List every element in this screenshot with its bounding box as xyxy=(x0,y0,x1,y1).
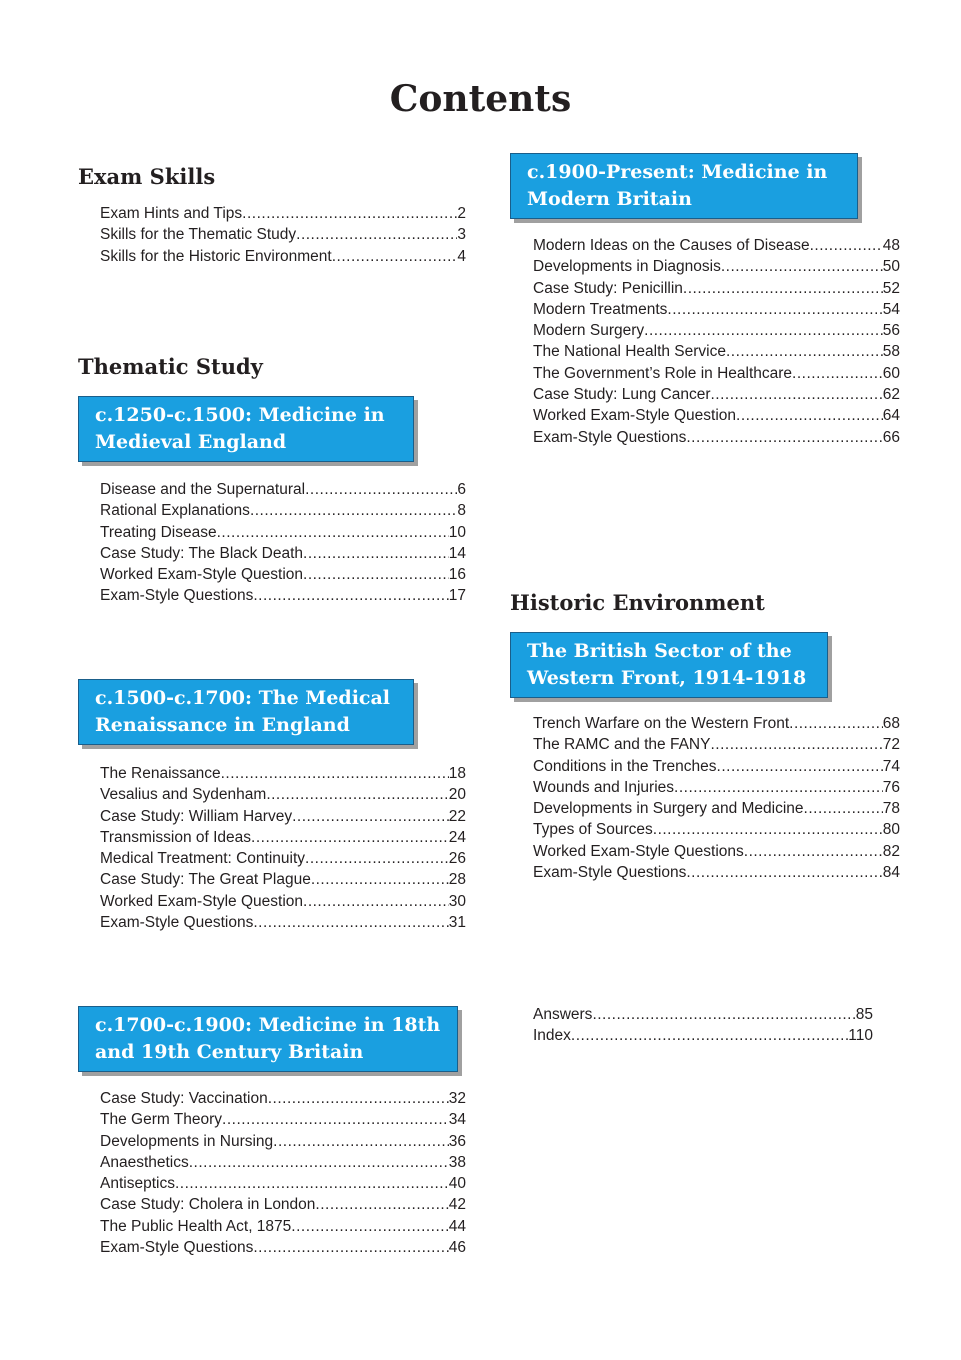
toc-entry-page: 3 xyxy=(457,226,466,244)
toc-entry-label: Developments in Surgery and Medicine xyxy=(533,800,804,818)
toc-entry-label: Worked Exam-Style Question xyxy=(100,892,304,910)
toc-entry-label: Worked Exam-Style Question xyxy=(100,566,304,584)
toc-entry[interactable] xyxy=(100,585,466,606)
toc-entry-page: 8 xyxy=(457,502,466,520)
medieval-list xyxy=(100,479,466,607)
section-box-western-front: The British Sector of the Western Front, 1914-1918 xyxy=(510,632,828,698)
dot-leader xyxy=(686,427,882,448)
toc-entry-label: Vesalius and Sydenham xyxy=(100,786,267,804)
toc-entry-label: Case Study: The Black Death xyxy=(100,544,304,562)
toc-entry-label: Case Study: Cholera in London xyxy=(100,1196,316,1214)
toc-entry[interactable] xyxy=(533,713,900,734)
toc-entry[interactable] xyxy=(533,278,900,299)
dot-leader xyxy=(217,522,449,543)
toc-entry-label: Exam-Style Questions xyxy=(533,864,687,882)
toc-entry[interactable] xyxy=(100,1216,466,1237)
dot-leader xyxy=(744,841,883,862)
toc-entry-label: The RAMC and the FANY xyxy=(533,736,711,754)
toc-entry-label: Developments in Diagnosis xyxy=(533,258,721,276)
dot-leader xyxy=(253,912,448,933)
toc-entry[interactable] xyxy=(100,891,466,912)
toc-entry[interactable] xyxy=(533,756,900,777)
toc-entry-label: Disease and the Supernatural xyxy=(100,481,306,498)
dot-leader xyxy=(253,1237,448,1258)
toc-entry[interactable] xyxy=(100,1173,466,1194)
toc-entry[interactable] xyxy=(100,848,466,869)
toc-entry[interactable] xyxy=(100,1131,466,1152)
toc-entry-page: 31 xyxy=(448,914,466,932)
toc-entry-page: 58 xyxy=(882,343,900,361)
toc-entry-label: Case Study: William Harvey xyxy=(100,807,293,825)
toc-entry-page: 48 xyxy=(882,237,900,254)
dot-leader xyxy=(332,246,458,267)
toc-entry[interactable] xyxy=(100,479,466,500)
toc-entry-page: 62 xyxy=(882,386,900,404)
dot-leader xyxy=(683,278,883,299)
toc-entry-label: The Germ Theory xyxy=(100,1111,223,1129)
toc-entry[interactable] xyxy=(533,384,900,405)
toc-entry-page: 18 xyxy=(448,765,466,782)
toc-entry-label: Modern Surgery xyxy=(533,322,645,340)
toc-entry[interactable] xyxy=(533,819,900,840)
toc-entry-page: 56 xyxy=(882,322,900,340)
dot-leader xyxy=(686,862,882,883)
toc-entry-label: Case Study: Vaccination xyxy=(100,1090,268,1107)
toc-entry[interactable] xyxy=(100,763,466,784)
toc-entry-label: The Government’s Role in Healthcare xyxy=(533,364,793,382)
section-heading-thematic-study: Thematic Study xyxy=(78,354,263,379)
toc-entry[interactable] xyxy=(533,1004,873,1025)
toc-entry-label: Modern Ideas on the Causes of Disease xyxy=(533,237,810,254)
toc-entry-page: 34 xyxy=(448,1111,466,1129)
toc-entry-label: Conditions in the Trenches xyxy=(533,757,717,775)
toc-entry[interactable] xyxy=(533,841,900,862)
toc-entry-label: The Public Health Act, 1875 xyxy=(100,1217,292,1235)
toc-entry[interactable] xyxy=(533,862,900,883)
dot-leader xyxy=(792,363,883,384)
dot-leader xyxy=(292,806,449,827)
toc-entry-page: 50 xyxy=(882,258,900,276)
toc-entry-page: 80 xyxy=(882,821,900,839)
toc-entry[interactable] xyxy=(100,806,466,827)
toc-entry-label: Exam-Style Questions xyxy=(100,1239,254,1257)
dot-leader xyxy=(710,734,882,755)
toc-entry-label: Exam Hints and Tips xyxy=(100,205,243,222)
toc-entry[interactable] xyxy=(100,827,466,848)
toc-entry-page: 16 xyxy=(448,566,466,584)
dot-leader xyxy=(804,798,883,819)
toc-entry-label: Worked Exam-Style Question xyxy=(533,407,737,425)
toc-entry-page: 42 xyxy=(448,1196,466,1214)
toc-entry-label: The National Health Service xyxy=(533,343,726,361)
toc-entry[interactable] xyxy=(100,1109,466,1130)
dot-leader xyxy=(291,1216,448,1237)
dot-leader xyxy=(305,479,457,500)
toc-entry[interactable] xyxy=(533,235,900,256)
toc-entry[interactable] xyxy=(100,1088,466,1109)
dot-leader xyxy=(653,819,883,840)
dot-leader xyxy=(189,1152,449,1173)
toc-entry-page: 30 xyxy=(448,892,466,910)
toc-entry[interactable] xyxy=(533,405,900,426)
section-box-c18: c.1700-c.1900: Medicine in 18th and 19th Century Britain xyxy=(78,1006,458,1072)
toc-entry-label: Trench Warfare on the Western Front xyxy=(533,715,790,732)
toc-entry[interactable] xyxy=(100,1194,466,1215)
dot-leader xyxy=(315,1194,448,1215)
dot-leader xyxy=(810,235,883,256)
dot-leader xyxy=(251,827,449,848)
dot-leader xyxy=(250,500,457,521)
toc-entry[interactable] xyxy=(100,203,466,224)
dot-leader xyxy=(721,256,883,277)
toc-entry-label: Case Study: The Great Plague xyxy=(100,871,311,889)
dot-leader xyxy=(644,320,883,341)
toc-entry-page: 32 xyxy=(448,1090,466,1107)
toc-entry-page: 38 xyxy=(448,1153,466,1171)
toc-entry-page: 66 xyxy=(882,428,900,446)
dot-leader xyxy=(789,713,883,734)
toc-entry-page: 78 xyxy=(882,800,900,818)
toc-entry-page: 40 xyxy=(448,1175,466,1193)
toc-entry-page: 46 xyxy=(448,1239,466,1257)
section-heading-exam-skills: Exam Skills xyxy=(78,164,216,189)
toc-entry[interactable] xyxy=(100,784,466,805)
dot-leader xyxy=(717,756,883,777)
dot-leader xyxy=(571,1025,848,1046)
toc-entry[interactable] xyxy=(533,427,900,448)
dot-leader xyxy=(296,224,457,245)
toc-entry-label: Anaesthetics xyxy=(100,1153,189,1171)
back-matter-list xyxy=(533,1004,873,1047)
toc-entry-page: 110 xyxy=(848,1027,873,1045)
toc-entry[interactable] xyxy=(100,246,466,267)
toc-entry[interactable] xyxy=(100,1237,466,1258)
toc-entry-label: Types of Sources xyxy=(533,821,653,839)
dot-leader xyxy=(592,1004,855,1025)
toc-entry-page: 28 xyxy=(448,871,466,889)
toc-entry[interactable] xyxy=(100,500,466,521)
toc-entry-page: 17 xyxy=(448,587,466,605)
dot-leader xyxy=(305,848,449,869)
toc-entry[interactable] xyxy=(100,543,466,564)
page-title: Contents xyxy=(389,78,572,120)
modern-list xyxy=(533,235,900,448)
toc-entry-page: 68 xyxy=(882,715,900,732)
dot-leader xyxy=(303,891,449,912)
toc-entry-page: 36 xyxy=(448,1132,466,1150)
toc-entry-label: Antiseptics xyxy=(100,1175,175,1193)
toc-entry-label: The Renaissance xyxy=(100,765,221,782)
toc-entry-page: 82 xyxy=(882,842,900,860)
dot-leader xyxy=(273,1131,449,1152)
dot-leader xyxy=(175,1173,449,1194)
toc-entry-page: 54 xyxy=(882,300,900,318)
section-box-modern: c.1900-Present: Medicine in Modern Britain xyxy=(510,153,858,219)
toc-entry-page: 6 xyxy=(457,481,466,498)
toc-entry-label: Wounds and Injuries xyxy=(533,778,675,796)
toc-entry-page: 72 xyxy=(882,736,900,754)
dot-leader xyxy=(311,869,449,890)
toc-entry[interactable] xyxy=(100,912,466,933)
toc-entry-label: Answers xyxy=(533,1006,593,1023)
dot-leader xyxy=(268,1088,449,1109)
toc-entry-page: 52 xyxy=(882,279,900,297)
toc-entry[interactable] xyxy=(100,1152,466,1173)
dot-leader xyxy=(242,203,457,224)
toc-entry[interactable] xyxy=(100,564,466,585)
toc-entry-page: 60 xyxy=(882,364,900,382)
toc-entry-page: 74 xyxy=(882,757,900,775)
dot-leader xyxy=(222,1109,449,1130)
toc-entry-page: 22 xyxy=(448,807,466,825)
section-box-renaissance: c.1500-c.1700: The Medical Renaissance in England xyxy=(78,679,414,745)
toc-entry-label: Medical Treatment: Continuity xyxy=(100,850,306,868)
toc-entry-label: Skills for the Thematic Study xyxy=(100,226,297,244)
section-box-medieval: c.1250-c.1500: Medicine in Medieval England xyxy=(78,396,414,462)
dot-leader xyxy=(303,543,449,564)
toc-entry-page: 4 xyxy=(457,247,466,265)
toc-entry-page: 64 xyxy=(882,407,900,425)
toc-entry[interactable] xyxy=(100,869,466,890)
toc-entry[interactable] xyxy=(533,363,900,384)
dot-leader xyxy=(667,299,882,320)
toc-entry[interactable] xyxy=(100,224,466,245)
toc-entry-label: Exam-Style Questions xyxy=(100,587,254,605)
toc-entry-page: 85 xyxy=(855,1006,873,1023)
dot-leader xyxy=(303,564,449,585)
toc-entry-label: Treating Disease xyxy=(100,523,217,541)
toc-entry-page: 84 xyxy=(882,864,900,882)
toc-entry-page: 10 xyxy=(448,523,466,541)
toc-entry[interactable] xyxy=(100,522,466,543)
toc-entry-label: Skills for the Historic Environment xyxy=(100,247,332,265)
toc-entry-page: 2 xyxy=(457,205,466,222)
toc-entry-label: Case Study: Lung Cancer xyxy=(533,386,711,404)
toc-entry-label: Modern Treatments xyxy=(533,300,668,318)
toc-entry-page: 26 xyxy=(448,850,466,868)
toc-entry-label: Exam-Style Questions xyxy=(100,914,254,932)
toc-entry-label: Developments in Nursing xyxy=(100,1132,274,1150)
toc-entry[interactable] xyxy=(533,1025,873,1046)
section-heading-historic-environment: Historic Environment xyxy=(510,590,765,615)
western-front-list xyxy=(533,713,900,883)
toc-entry-label: Exam-Style Questions xyxy=(533,428,687,446)
toc-entry[interactable] xyxy=(533,320,900,341)
exam-skills-list xyxy=(100,203,466,267)
toc-entry[interactable] xyxy=(533,299,900,320)
toc-entry-page: 20 xyxy=(448,786,466,804)
toc-entry-label: Worked Exam-Style Questions xyxy=(533,842,744,860)
toc-entry[interactable] xyxy=(533,256,900,277)
toc-entry-label: Rational Explanations xyxy=(100,502,250,520)
dot-leader xyxy=(221,763,449,784)
dot-leader xyxy=(726,341,883,362)
c18-list xyxy=(100,1088,466,1258)
toc-entry-label: Index xyxy=(533,1027,571,1045)
toc-entry[interactable] xyxy=(533,798,900,819)
toc-entry[interactable] xyxy=(533,734,900,755)
dot-leader xyxy=(253,585,448,606)
toc-entry-page: 76 xyxy=(882,778,900,796)
toc-entry-label: Case Study: Penicillin xyxy=(533,279,683,297)
toc-entry[interactable] xyxy=(533,777,900,798)
renaissance-list xyxy=(100,763,466,933)
dot-leader xyxy=(266,784,448,805)
dot-leader xyxy=(736,405,883,426)
toc-entry-label: Transmission of Ideas xyxy=(100,828,252,846)
toc-entry-page: 44 xyxy=(448,1217,466,1235)
dot-leader xyxy=(711,384,883,405)
dot-leader xyxy=(674,777,883,798)
toc-entry-page: 24 xyxy=(448,828,466,846)
toc-entry[interactable] xyxy=(533,341,900,362)
toc-entry-page: 14 xyxy=(448,544,466,562)
